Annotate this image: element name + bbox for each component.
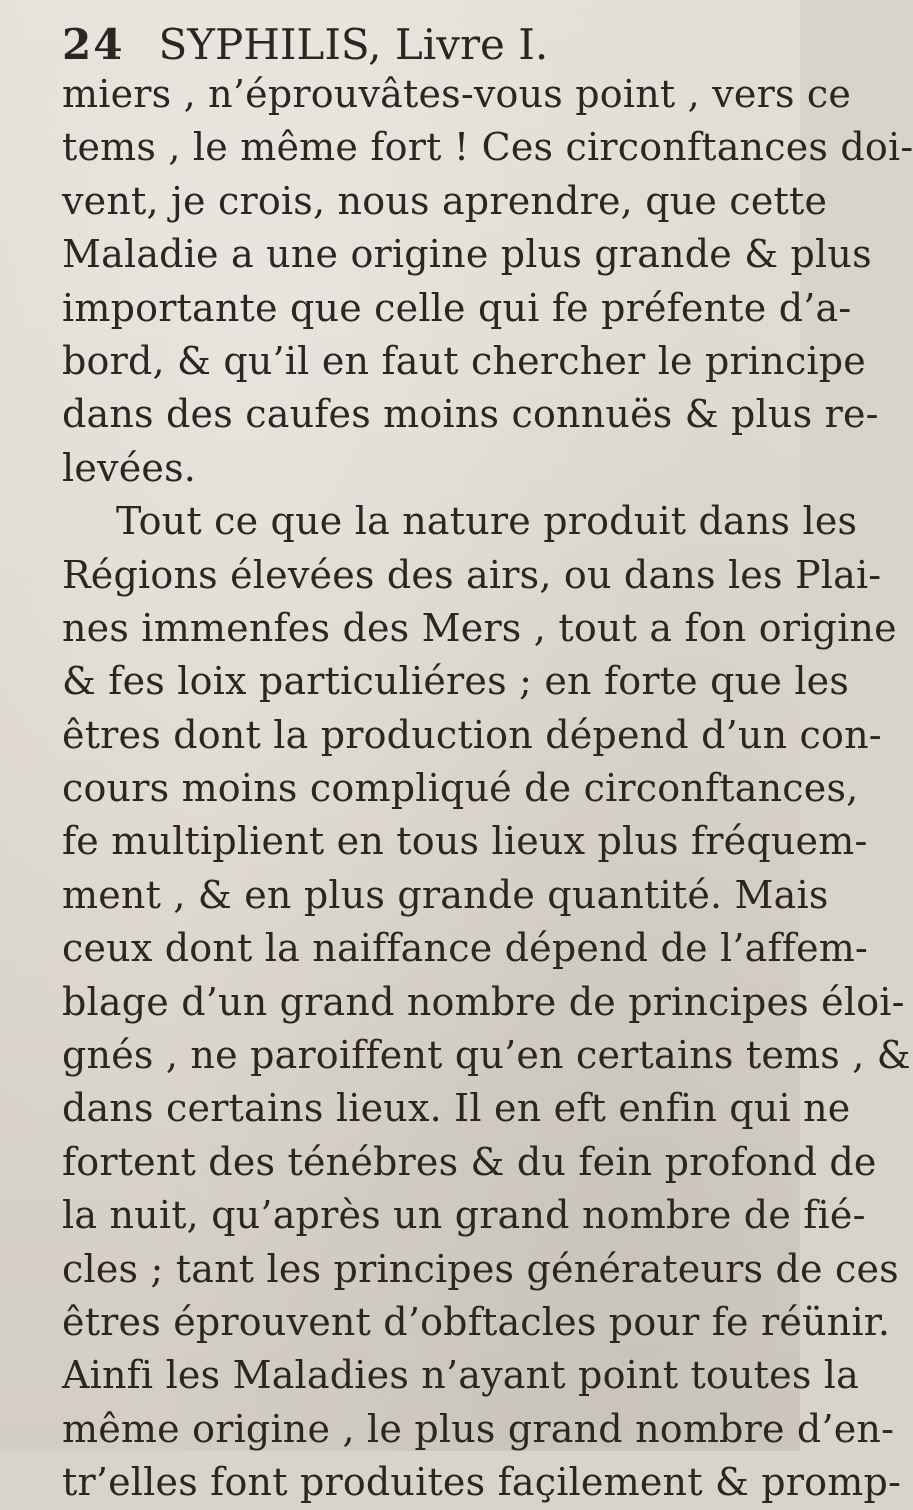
text-line: fe multiplient en tous lieux plus fréquem- (62, 819, 868, 864)
running-title: SYPHILIS, Livre I. (158, 20, 549, 69)
text-line: ceux dont la naiffance dépend de l’affem- (62, 926, 869, 971)
running-header (62, 16, 548, 74)
text-line: Ainfi les Maladies n’ayant point toutes la (62, 1353, 860, 1398)
text-line: ment , & en plus grande quantité. Mais (62, 872, 829, 917)
text-line: dans certains lieux. Il en eft enfin qui ne (62, 1086, 851, 1131)
text-line: tems , le même fort ! Ces circonftances doi- (62, 125, 913, 170)
text-line: fortent des ténébres & du fein profond de (62, 1139, 877, 1184)
text-line: Régions élevées des airs, ou dans les Plai- (62, 552, 882, 597)
text-line: blage d’un grand nombre de principes éloi- (62, 979, 905, 1024)
text-line: importante que celle qui fe préfente d’a- (62, 285, 852, 330)
text-line: tr’elles font produites façilement & promp- (62, 1460, 902, 1505)
text-line: Maladie a une origine plus grande & plus (62, 232, 872, 277)
text-line: Tout ce que la nature produit dans les (116, 499, 858, 544)
page-number: 24 (62, 20, 125, 69)
text-line: la nuit, qu’après un grand nombre de fié- (62, 1193, 866, 1238)
text-line: nes immenfes des Mers , tout a fon origine (62, 605, 897, 650)
text-line: miers , n’éprouvâtes-vous point , vers ce (62, 72, 852, 116)
text-line: levées. (62, 445, 197, 490)
text-line: & fes loix particuliéres ; en forte que les (62, 659, 850, 704)
text-line: cles ; tant les principes générateurs de ces (62, 1246, 899, 1291)
text-line: bord, & qu’il en faut chercher le principe (62, 338, 866, 383)
text-line: êtres éprouvent d’obftacles pour fe réünir. (62, 1299, 891, 1344)
text-line: cours moins compliqué de circonftances, (62, 766, 859, 811)
text-line: êtres dont la production dépend d’un con- (62, 712, 882, 757)
text-line: vent, je crois, nous aprendre, que cette (62, 178, 828, 223)
text-line: dans des caufes moins connuës & plus re- (62, 392, 879, 437)
text-line: même origine , le plus grand nombre d’en- (62, 1406, 895, 1451)
text-line: gnés , ne paroiffent qu’en certains tems , & (62, 1033, 911, 1078)
body-text (62, 68, 913, 1510)
